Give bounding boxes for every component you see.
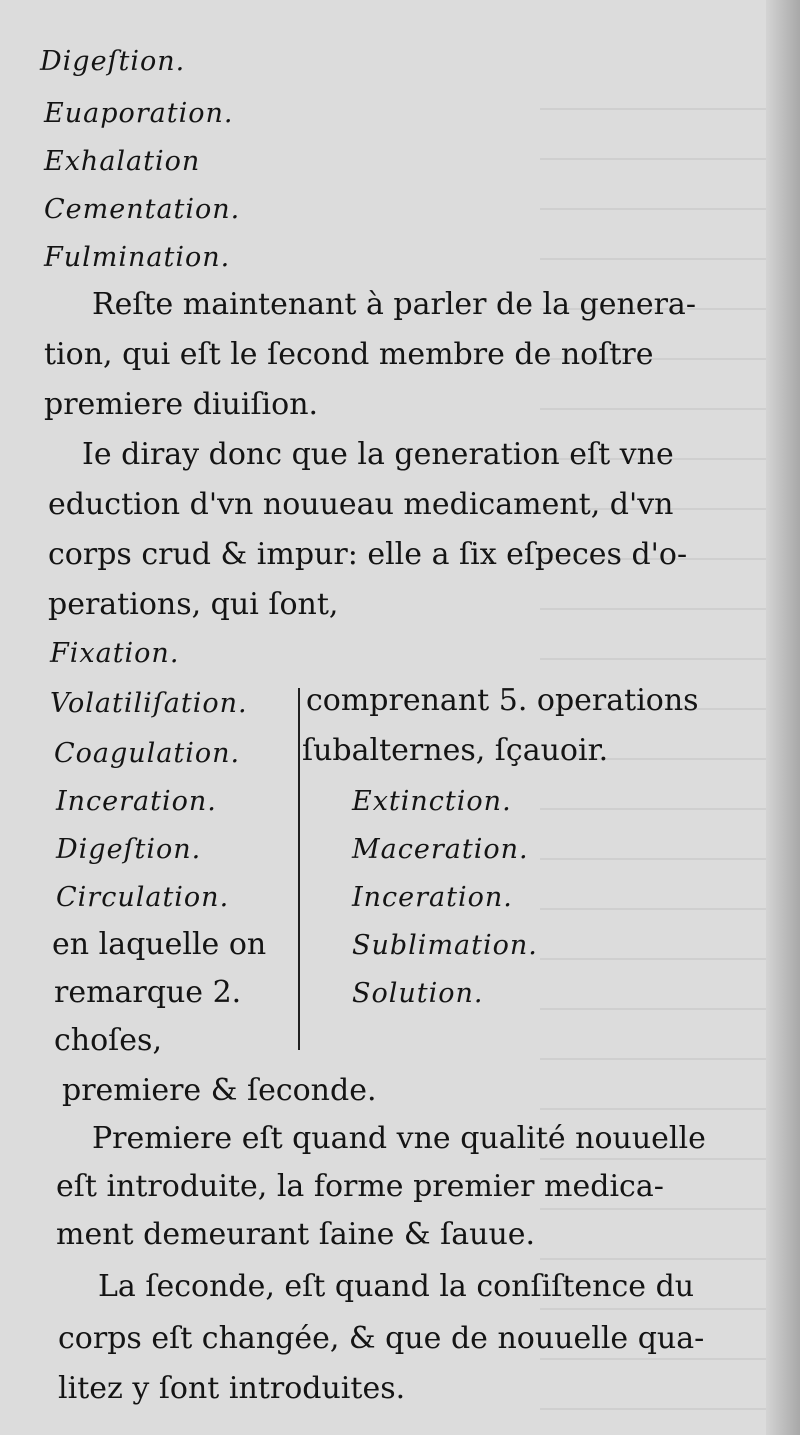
paragraph-line: litez y ſont introduites.	[58, 1371, 406, 1406]
left-tail-line: en laquelle on	[52, 927, 267, 962]
paragraph-line: Premiere eſt quand vne qualité nouuelle	[92, 1121, 706, 1156]
paragraph-line: La ſeconde, eſt quand la conſiſtence du	[98, 1269, 695, 1304]
paragraph-line: Ie diray donc que la generation eſt vne	[82, 437, 674, 472]
paragraph-line: corps eſt changée, & que de nouuelle qua-	[58, 1321, 705, 1356]
right-list-item: Inceration.	[352, 882, 513, 913]
left-tail-line: remarque 2.	[54, 975, 242, 1010]
left-list-item: Circulation.	[56, 882, 230, 913]
left-list-item: Inceration.	[56, 786, 217, 817]
paragraph-line: eduction d'vn nouueau medicament, d'vn	[48, 487, 674, 522]
paragraph-line: corps crud & impur: elle a ſix eſpeces d'o-	[48, 537, 688, 572]
top-list-item: Exhalation	[44, 146, 201, 177]
paragraph-line: Reſte maintenant à parler de la genera-	[92, 287, 696, 322]
paragraph-line: premiere diuiſion.	[44, 387, 319, 422]
right-list-item: Sublimation.	[352, 930, 538, 961]
left-tail-line: choſes,	[54, 1023, 162, 1058]
paragraph-line: eſt introduite, la forme premier medica-	[56, 1169, 664, 1204]
left-list-item: Digeſtion.	[56, 834, 202, 865]
top-list-item: Euaporation.	[44, 98, 234, 129]
left-list-item: Coagulation.	[54, 738, 241, 769]
right-list-item: Maceration.	[352, 834, 529, 865]
bracket-line	[298, 688, 300, 1050]
top-list-item: Digeſtion.	[40, 46, 186, 77]
right-list-item: Solution.	[352, 978, 484, 1009]
left-tail-line: premiere & ſeconde.	[62, 1073, 377, 1108]
page-gutter-shadow	[766, 0, 800, 1435]
paragraph-line: ment demeurant ſaine & ſauue.	[56, 1217, 536, 1252]
left-list-item: Volatiliſation.	[50, 688, 248, 719]
paragraph-line: perations, qui ſont,	[48, 587, 339, 622]
top-list-item: Fulmination.	[44, 242, 231, 273]
right-intro-line: ſubalternes, ſçauoir.	[302, 733, 609, 768]
top-list-item: Cementation.	[44, 194, 241, 225]
left-list-item: Fixation.	[50, 638, 180, 669]
right-intro-line: comprenant 5. operations	[306, 683, 699, 718]
paragraph-line: tion, qui eſt le ſecond membre de noſtre	[44, 337, 654, 372]
right-list-item: Extinction.	[352, 786, 512, 817]
